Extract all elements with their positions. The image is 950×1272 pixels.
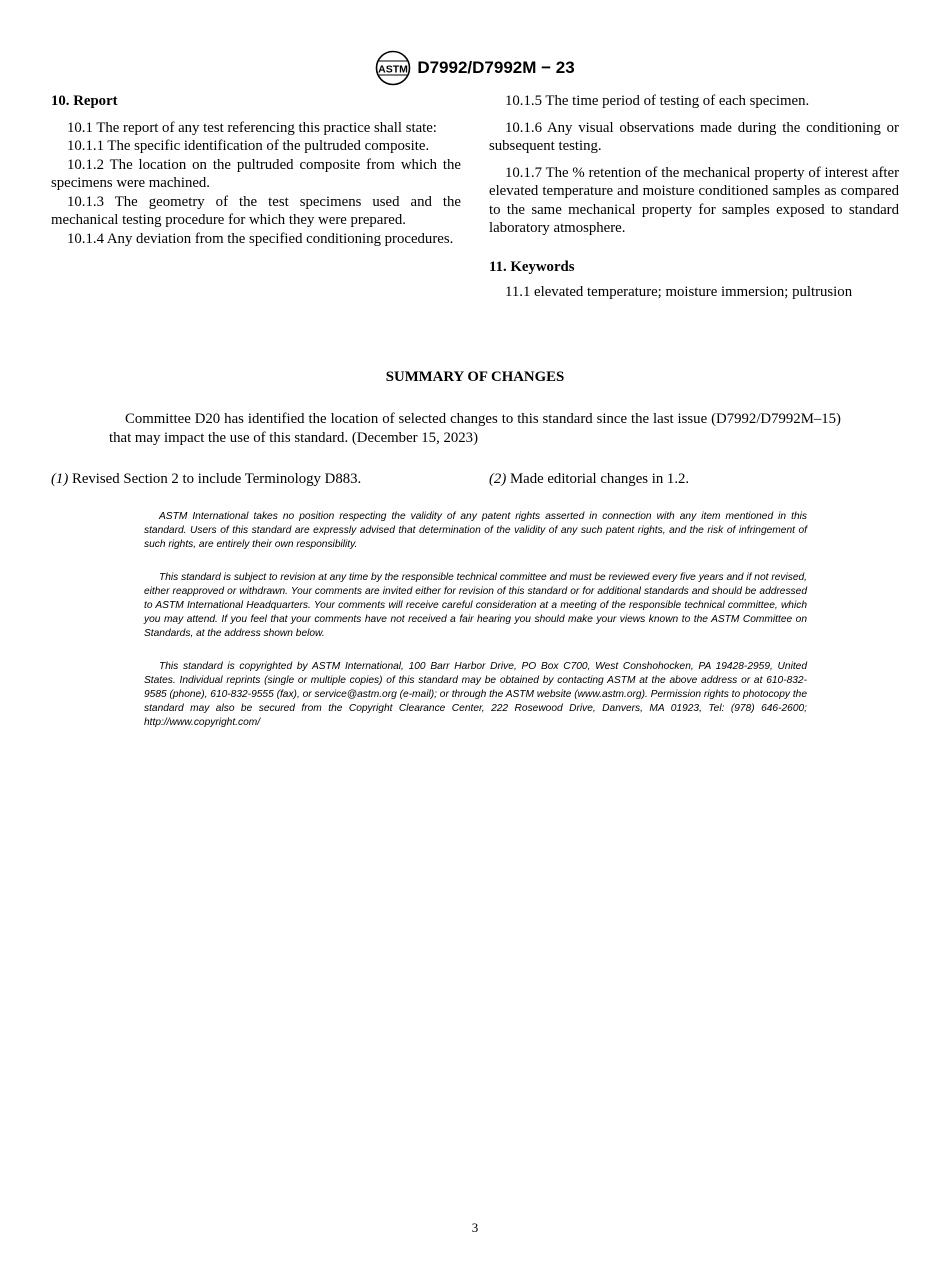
left-column: [51, 92, 461, 248]
page-number: 3: [471, 1220, 479, 1235]
copyright-notice: This standard is copyrighted by ASTM International, 100 Barr Harbor Drive, PO Box C700, West Conshohocken, PA 19428-2959, United States. Individual reprints (single or multiple copies) of this standard may be obtained by contacting ASTM at the above address or at 610-832-9585 (phone), 610-832-9555 (fax), or service@astm.org (e-mail); or through the ASTM website (www.astm.org). Permission rights to photocopy the standard may also be secured from the Copyright Clearance Center, 222 Rosewood Drive, Danvers, MA 01923, Tel: (978) 646-2600; http://www.copyright.com/: [144, 661, 807, 728]
change-item: [489, 470, 689, 489]
change-text: Revised Section 2 to include Terminology D883.: [71, 471, 362, 487]
paragraph-10-1-2: 10.1.2 The location on the pultruded composite from which the specimens were machined.: [51, 156, 461, 191]
paragraph-10-1-4: 10.1.4 Any deviation from the specified conditioning procedures.: [67, 230, 454, 247]
standard-designation: D7992/D7992M − 23: [417, 58, 575, 77]
summary-of-changes-title: SUMMARY OF CHANGES: [385, 369, 565, 385]
astm-logo-icon: [375, 50, 411, 86]
paragraph-10-1-3: 10.1.3 The geometry of the test specimens used and the mechanical testing procedure for which they were prepared.: [51, 193, 461, 228]
revision-notice: This standard is subject to revision at any time by the responsible technical committee and must be reviewed every five years and if not revised, either reapproved or withdrawn. Your comments are invited either for revision of this standard or for additional standards and should be addressed to ASTM International Headquarters. Your comments will receive careful consideration at a meeting of the responsible technical committee, which you may attend. If you feel that your comments have not received a fair hearing you should make your views known to the ASTM Committee on Standards, at the address shown below.: [144, 572, 807, 639]
paragraph-11-1: 11.1 elevated temperature; moisture immersion; pultrusion: [505, 284, 853, 300]
section-11-heading: 11. Keywords: [489, 258, 575, 275]
astm-logo-text: ASTM: [378, 63, 409, 76]
right-column: [489, 92, 899, 302]
paragraph-10-1-6: 10.1.6 Any visual observations made during the conditioning or subsequent testing.: [489, 119, 899, 154]
paragraph-10-1-5: 10.1.5 The time period of testing of each specimen.: [505, 93, 810, 109]
change-item: [51, 470, 361, 489]
change-number: (2): [489, 471, 507, 487]
change-text: Made editorial changes in 1.2.: [509, 471, 690, 487]
page-header: [0, 50, 950, 86]
section-10-heading: 10. Report: [51, 93, 118, 109]
patent-notice: ASTM International takes no position respecting the validity of any patent rights asserted in connection with any item mentioned in this standard. Users of this standard are expressly advised that determination of the validity of any such patent rights, and the risk of infringement of such rights, are entirely their own responsibility.: [144, 511, 807, 550]
change-number: (1): [51, 471, 69, 487]
paragraph-10-1-7: 10.1.7 The % retention of the mechanical property of interest after elevated temperature and moisture conditioned samples as compared to the same mechanical property for samples exposed to standard laboratory atmosphere.: [489, 164, 899, 236]
paragraph-10-1-1: 10.1.1 The specific identification of the pultruded composite.: [67, 138, 430, 154]
summary-intro: Committee D20 has identified the location of selected changes to this standard since the last issue (D7992/D7992M–15) that may impact the use of this standard. (December 15, 2023): [109, 411, 841, 446]
paragraph-10-1: 10.1 The report of any test referencing this practice shall state:: [67, 119, 437, 136]
